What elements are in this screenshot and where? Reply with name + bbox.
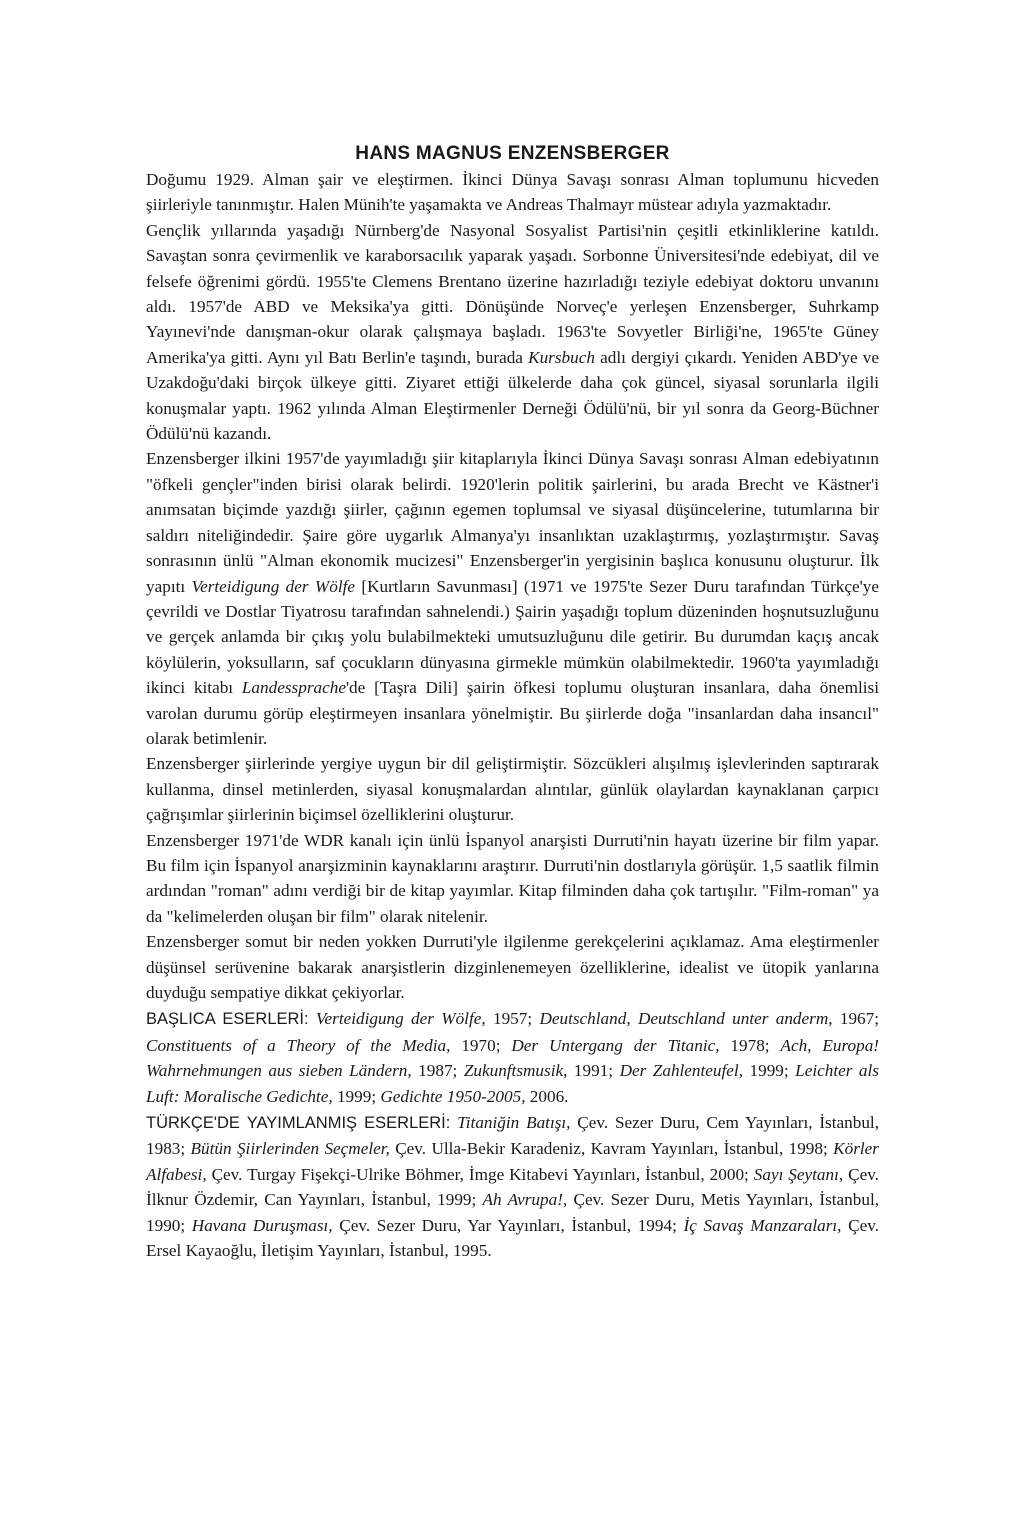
body-text: Çev. Ulla-Bekir Karadeniz, Kavram Yayınları, İstanbul, 1998; [389,1139,834,1159]
body-text: Çev. Sezer Duru, Metis Yayınları, İstanbul, 1990; [146,1190,880,1235]
italic-title-text: Ah Avrupa!, [482,1190,568,1210]
italic-title-text: Sayı Şeytanı, [753,1164,844,1184]
body-text: 1957; [485,1009,540,1029]
italic-title-text: Landessprache [241,678,346,698]
italic-title-text: Leichter als Luft: Moralische Gedichte, [146,1061,879,1106]
body-text: 1970; [450,1035,512,1055]
body-text: 1999; [332,1086,381,1106]
body-text: Enzensberger şiirlerinde yergiye uygun bir dil geliştirmiştir. Sözcükleri alışılmış işlevlerinden saptırarak kullanma, dinsel metinlerden, siyasal konuşmalardan alıntılar, günlük olaylardan kaynaklanan çarpıcı çağrışımlar şiirlerinin biçimsel özelliklerini oluşturur. [146,754,879,825]
body-text: Enzensberger 1971'de WDR kanalı için ünlü İspanyol anarşisti Durruti'nin hayatı üzerine bir film yapar. Bu film için İspanyol anarşizminin kaynaklarını araştırır. Durruti'nin dostlarıyla görüşür. 1,5 saatlik filmin ardından "roman" adını verdiği bir de kitap yayımlar. Kitap filminden daha çok tartışılır. "Film-roman" ya da "kelimelerden oluşan bir film" olarak nitelenir. [146,830,879,926]
paragraph-poetry [146,446,879,751]
document-page [146,141,879,1263]
body-text: Enzensberger ilkini 1957'de yayımladığı şiir kitaplarıyla İkinci Dünya Savaşı sonrası Alman edebiyatının "öfkeli gençler"inden birisi olarak belirdi. 1920'lerin politik şairlerini, bu arada Brecht ve Kästner'i anımsatan biçimde yazdığı şiirler, çağının egemen toplumsal ve siyasal düşüncelerine, tutumlarına bir saldırı niteliğindedir. Şaire göre uygarlık Almanya'yı insanlıktan uzaklaştırmış, yozlaştırmıştır. Savaş sonrasının ünlü "Alman ekonomik mucizesi" Enzensberger'in yergisinin başlıca konusunu oluşturur. İlk yapıtı [146,449,879,596]
page-title: HANS MAGNUS ENZENSBERGER [355,143,670,164]
body-text: 1978; [719,1035,781,1055]
body-text: Çev. İlknur Özdemir, Can Yayınları, İstanbul, 1999; [146,1164,879,1210]
italic-title-text: Deutschland, Deutschland unter anderm, [539,1009,833,1029]
body-text: Gençlik yıllarında yaşadığı Nürnberg'de Nasyonal Sosyalist Partisi'nin çeşitli etkinliklerine katıldı. Savaştan sonra çevirmenlik ve karaborsacılık yaparak yaşadı. Sorbonne Üniversitesi'nde edebiyat, dil ve felsefe öğrenimi gördü. 1955'te Clemens Brentano üzerine hazırladığı teziyle edebiyat doktoru unvanını aldı. 1957'de ABD ve Meksika'ya gitti. Dönüşünde Norveç'e yerleşen Enzensberger, Suhrkamp Yayınevi'nde danışman-okur olarak çalışmaya başladı. 1963'te Sovyetler Birliği'ne, 1965'te Güney Amerika'ya gitti. Aynı yıl Batı Berlin'e taşındı, burada [146,220,879,367]
section-heading: TÜRKÇE'DE YAYIMLANMIŞ ESERLERİ: [146,1114,451,1133]
body-text: 1991; [567,1061,620,1081]
italic-title-text: Havana Duruşması, [191,1215,333,1235]
body-text: Doğumu 1929. Alman şair ve eleştirmen. İkinci Dünya Savaşı sonrası Alman toplumunu hicveden şiirleriyle tanınmıştır. Halen Münih'te yaşamakta ve Andreas Thalmayr müstear adıyla yazmaktadır. [146,170,879,215]
italic-title-text: Gedichte 1950-2005, [380,1086,526,1106]
paragraph-durruti-reasons [146,929,879,1005]
italic-title-text: Ach, Europa! Wahrnehmungen aus sieben Ländern, [146,1035,880,1081]
italic-title-text: Kursbuch [528,347,595,367]
body-text: Çev. Sezer Duru, Yar Yayınları, İstanbul, 1994; [332,1215,684,1235]
italic-title-text: Verteidigung der Wölfe, [315,1009,486,1029]
paragraph-birth [146,167,879,218]
body-text: Çev. Ersel Kayaoğlu, İletişim Yayınları, İstanbul, 1995. [146,1215,879,1261]
body-text: Çev. Sezer Duru, Cem Yayınları, İstanbul, 1983; [146,1113,879,1159]
italic-title-text: İç Savaş Manzaraları, [683,1215,842,1235]
body-text: adlı dergiyi çıkardı. Yeniden ABD'ye ve Uzakdoğu'daki birçok ülkeye gitti. Ziyaret ettiği ülkelerde daha çok güncel, siyasal sorunlarla ilgili konuşmalar yaptı. 1962 yılında Alman Eleştirmenler Derneği Ödülü'nü, bir yıl sonra da Georg-Büchner Ödülü'nü kazandı. [146,347,879,444]
italic-title-text: Constituents of a Theory of the Media, [146,1035,451,1055]
paragraph-youth [146,218,879,447]
body-text: 2006. [525,1086,569,1106]
body-text: 'de [Taşra Dili] şairin öfkesi toplumu oluşturan insanlara, daha önemlisi varolan durumu görüp eleştirmeyen insanlara yönelmiştir. Bu şiirlerde doğa "insanlardan daha insancıl" olarak betimlenir. [146,678,879,748]
italic-title-text: Zukunftsmusik, [463,1061,568,1081]
italic-title-text: Titaniğin Batışı, [457,1113,571,1133]
body-text: Enzensberger somut bir neden yokken Durruti'yle ilgilenme gerekçelerini açıklamaz. Ama eleştirmenler düşünsel serüvenine bakarak anarşistlerin dizginlenemeyen özelliklerine, idealist ve ütopik yanlarına duyduğu sempatiye dikkat çekiyorlar. [146,932,879,1002]
italic-title-text: Körler Alfabesi, [146,1139,879,1184]
body-text [309,1009,316,1028]
italic-title-text: Bütün Şiirlerinden Seçmeler, [190,1139,390,1159]
italic-title-text: Der Zahlenteufel, [619,1061,744,1081]
italic-title-text: Verteidigung der Wölfe [191,576,355,596]
body-text: 1999; [743,1061,796,1081]
paragraph-language [146,751,879,827]
section-heading: BAŞLICA ESERLERİ: [146,1010,309,1029]
paragraph-durruti-film [146,828,879,930]
body-text: 1967; [832,1009,879,1029]
main-works-section [146,1006,879,1109]
body-text: Çev. Turgay Fişekçi-Ulrike Böhmer, İmge Kitabevi Yayınları, İstanbul, 2000; [206,1164,754,1184]
body-text: [Kurtların Savunması] (1971 ve 1975'te Sezer Duru tarafından Türkçe'ye çevrildi ve Dostlar Tiyatrosu tarafından sahnelendi.) Şairin yaşadığı toplum düzeninden hoşnutsuzluğunu ve gerçek anlamda bir çıkış yolu bulabilmekteki umutsuzluğunu dile getirir. Bu durumdan kaçış ancak köylülerin, yoksulların, saf çocukların dünyasına girmekle mümkün olabilmektedir. 1960'ta yayımladığı ikinci kitabı [146,576,879,698]
turkish-works-section [146,1110,879,1263]
italic-title-text: Der Untergang der Titanic, [511,1035,720,1055]
body-text: 1987; [411,1061,464,1081]
